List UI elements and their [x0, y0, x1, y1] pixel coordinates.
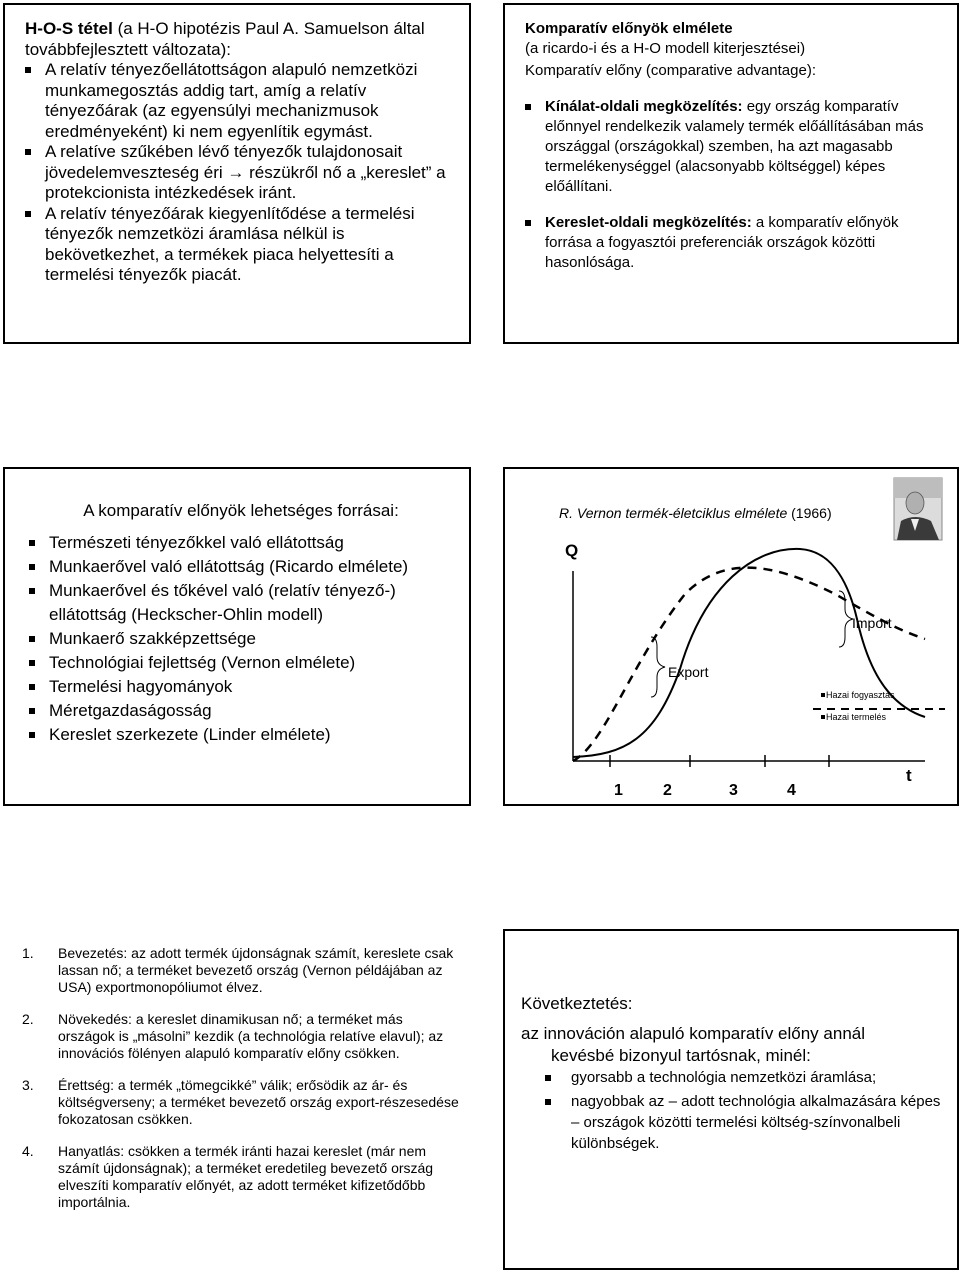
- square-bullet-icon: [525, 104, 531, 110]
- stage-label: 2: [663, 782, 672, 799]
- legend: [813, 690, 945, 722]
- slide3-title: A komparatív előnyök lehetséges forrásai:: [83, 501, 399, 520]
- list-item: Méretgazdaságosság: [29, 699, 453, 723]
- slide1-list: [25, 60, 451, 286]
- product-life-cycle-diagram: [505, 469, 957, 804]
- list-item: Kereslet szerkezete (Linder elmélete): [29, 723, 453, 747]
- list-item: Munkaerő szakképzettsége: [29, 627, 453, 651]
- legend-production: Hazai termelés: [826, 712, 887, 722]
- square-bullet-icon: [29, 636, 35, 642]
- list-item: 1. Bevezetés: az adott termék újdonságnak számít, kereslete csak lassan nő; a terméket bevezető ország (Vernon példájában az USA) exportmonopóliumot élvez.: [22, 945, 454, 995]
- slide-vernon-diagram: [503, 467, 959, 806]
- square-bullet-icon: [29, 660, 35, 666]
- slide-hos-theorem: [3, 3, 471, 344]
- y-axis-label: Q: [565, 541, 579, 560]
- export-brace: [651, 637, 665, 697]
- list-item: nagyobbak az – adott technológia alkalmazására képes – országok közötti termelési költség-színvonalbeli különbségek.: [521, 1091, 943, 1154]
- square-bullet-icon: [545, 1075, 551, 1081]
- legend-bullet-icon: [821, 715, 825, 719]
- square-bullet-icon: [29, 732, 35, 738]
- list-item: gyorsabb a technológia nemzetközi áramlása;: [521, 1067, 943, 1088]
- slide-conclusion: [503, 929, 959, 1270]
- list-item: A relatív tényezőárak kiegyenlítődése a termelési tényezők nemzetközi áramlása nélkül is bekövetkezhet, a termékek piaca helyettesíti a termelési tényezők piacát.: [25, 204, 451, 286]
- slide3-list: [29, 531, 453, 747]
- item-number: 1.: [22, 945, 34, 961]
- square-bullet-icon: [525, 220, 531, 226]
- square-bullet-icon: [29, 684, 35, 690]
- legend-consumption: Hazai fogyasztás: [826, 690, 895, 700]
- square-bullet-icon: [25, 211, 31, 217]
- square-bullet-icon: [25, 149, 31, 155]
- list-item: A relatív tényezőellátottságon alapuló nemzetközi munkamegosztás addig tart, amíg a relatív tényezőárak (az egyensúlyi mechanizmusok eredményeként) ki nem egyenlítik egymást.: [25, 60, 451, 142]
- stage-label: 3: [729, 782, 738, 799]
- slide1-title: H-O-S tétel (a H-O hipotézis Paul A. Samuelson által továbbfejlesztett változata):: [25, 19, 425, 59]
- stages-list: [20, 945, 460, 1211]
- list-item: Munkaerővel és tőkével való (relatív tényező-) ellátottság (Heckscher-Ohlin modell): [29, 579, 453, 627]
- list-item: A relatíve szűkében lévő tényezők tulajdonosait jövedelemveszteség éri → részükről nő a „kereslet” a protekcionista intézkedések iránt.: [25, 142, 451, 204]
- domestic-production-curve: [573, 549, 925, 757]
- square-bullet-icon: [29, 708, 35, 714]
- import-label: Import: [852, 615, 892, 631]
- slide-sources: [3, 467, 471, 806]
- item-number: 4.: [22, 1143, 34, 1159]
- life-cycle-stages: [20, 945, 460, 1226]
- legend-bullet-icon: [821, 693, 825, 697]
- list-item: Természeti tényezőkkel való ellátottság: [29, 531, 453, 555]
- list-item: 2. Növekedés: a kereslet dinamikusan nő; a terméket más országok is „másolni” kezdik (a technológia relatíve elavul); az innovációs fölényen alapuló komparatív előny csökken.: [22, 1011, 444, 1061]
- list-item: 3. Érettség: a termék „tömegcikké” válik; erősödik az ár- és költségverseny; a terméket bevezető ország export-részesedése fokozatosan csökken.: [22, 1077, 459, 1127]
- list-item: Munkaerővel való ellátottság (Ricardo elmélete): [29, 555, 453, 579]
- stage-label: 4: [787, 782, 796, 799]
- square-bullet-icon: [545, 1099, 551, 1105]
- x-axis-label: t: [906, 766, 912, 785]
- diagram-title: R. Vernon termék-életciklus elmélete (1966): [559, 505, 832, 521]
- stage-label: 1: [614, 782, 623, 799]
- item-number: 3.: [22, 1077, 34, 1093]
- item-number: 2.: [22, 1011, 34, 1027]
- square-bullet-icon: [29, 564, 35, 570]
- slide6-list: [521, 1067, 943, 1154]
- slide6-line1: az innováción alapuló komparatív előny annál: [521, 1024, 866, 1043]
- slide-comparative-advantage: [503, 3, 959, 344]
- square-bullet-icon: [29, 588, 35, 594]
- export-label: Export: [668, 664, 709, 680]
- slide2-intro: Komparatív előny (comparative advantage):: [525, 62, 816, 79]
- slide6-title: Következtetés:: [521, 994, 633, 1013]
- list-item: Kereslet-oldali megközelítés: a komparatív előnyök forrása a fogyasztói preferenciák országok közötti hasonlósága.: [525, 213, 943, 273]
- slide6-line2: kevésbé bizonyul tartósnak, minél:: [551, 1046, 811, 1065]
- slide2-subtitle: (a ricardo-i és a H-O modell kiterjesztései): [525, 40, 806, 57]
- list-item: Kínálat-oldali megközelítés: egy ország komparatív előnnyel rendelkezik valamely termék előállításában más országgal (országokkal) szemben, ha azt magasabb termelékenységgel (alacsonyabb költséggel) képes előállítani.: [525, 97, 943, 197]
- slide2-list: [525, 97, 943, 273]
- list-item: 4. Hanyatlás: csökken a termék iránti hazai kereslet (már nem számít újdonságnak); a terméket eredetileg bevezető ország elveszíti komparatív előnyét, az adott terméket kifizetődőbb importálnia.: [22, 1143, 434, 1210]
- portrait-photo: [894, 478, 942, 540]
- square-bullet-icon: [25, 67, 31, 73]
- square-bullet-icon: [29, 540, 35, 546]
- list-item: Technológiai fejlettség (Vernon elmélete): [29, 651, 453, 675]
- slide2-title: Komparatív előnyök elmélete: [525, 20, 733, 37]
- list-item: Termelési hagyományok: [29, 675, 453, 699]
